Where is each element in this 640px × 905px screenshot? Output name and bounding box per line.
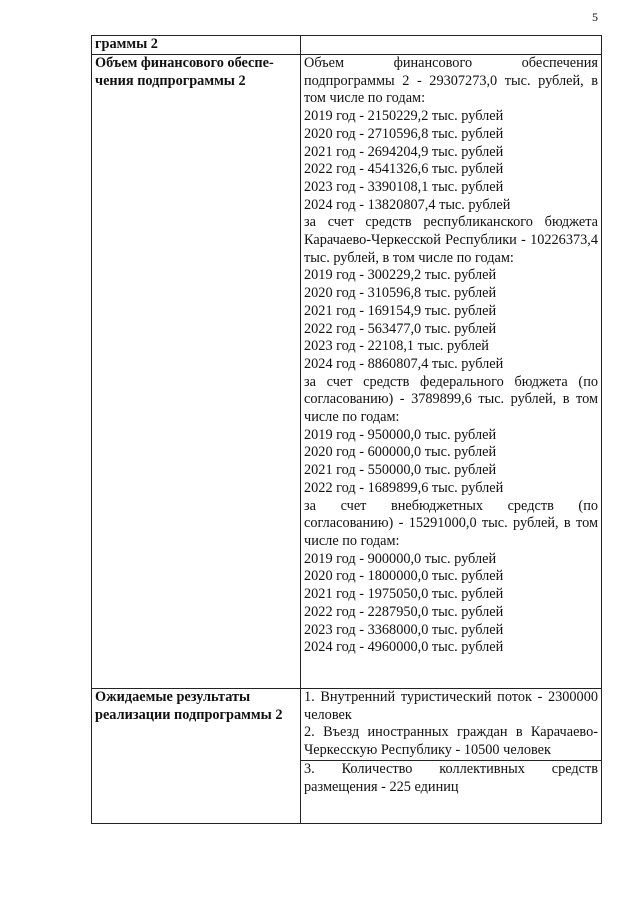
extrabudget-year-line: 2023 год - 3368000,0 тыс. рублей: [304, 621, 504, 638]
result-item-1: 1. Внутренний туристический поток - 2300000 человек: [304, 689, 598, 723]
total-by-year-list: [304, 108, 598, 214]
regional-year-line: 2020 год - 310596,8 тыс. рублей: [304, 285, 497, 302]
extrabudget-year-line: 2024 год - 4960000,0 тыс. рублей: [304, 639, 504, 656]
extrabudget-year-line: 2020 год - 1800000,0 тыс. рублей: [304, 568, 504, 585]
extrabudget-year-line: 2022 год - 2287950,0 тыс. рублей: [304, 603, 504, 620]
extrabudget-intro: за счет внебюджетных средств (по согласованию) - 15291000,0 тыс. рублей, в том числе по годам:: [304, 497, 598, 549]
total-year-line: 2019 год - 2150229,2 тыс. рублей: [304, 108, 504, 125]
total-year-line: 2024 год - 13820807,4 тыс. рублей: [304, 196, 511, 213]
financing-intro: Объем финансового обеспечения подпрограммы 2 - 29307273,0 тыс. рублей, в том числе по годам:: [304, 55, 598, 107]
total-year-line: 2022 год - 4541326,6 тыс. рублей: [304, 161, 504, 178]
regional-year-line: 2023 год - 22108,1 тыс. рублей: [304, 338, 489, 355]
table-row-results: [92, 689, 602, 761]
results-label-line2: реализации подпрограммы 2: [95, 706, 283, 723]
page-number: 5: [592, 10, 598, 24]
table-row-financing: [92, 55, 602, 689]
extrabudget-year-line: 2021 год - 1975050,0 тыс. рублей: [304, 586, 504, 603]
results-item3-cell: [301, 760, 602, 823]
federal-year-line: 2019 год - 950000,0 тыс. рублей: [304, 426, 497, 443]
total-year-line: 2023 год - 3390108,1 тыс. рублей: [304, 178, 504, 195]
regional-by-year-list: [304, 267, 598, 373]
cell-continued-value: [301, 36, 602, 55]
financing-value-cell: [301, 55, 602, 689]
federal-intro: за счет средств федерального бюджета (по согласованию) - 3789899,6 тыс. рублей, в том числе по годам:: [304, 373, 598, 426]
regional-intro: за счет средств республиканского бюджета Карачаево-Черкесской Республики - 10226373,4 тыс. рублей, в том числе по годам:: [304, 214, 598, 266]
result-item-3: 3. Количество коллективных средств размещения - 225 единиц: [304, 760, 598, 795]
financing-label-line1: Объем финансового обеспе-: [95, 55, 274, 71]
financing-label-cell: [92, 55, 301, 689]
cell-continued-label: граммы 2: [92, 36, 301, 55]
financing-label-line2: чения подпрограммы 2: [95, 72, 246, 89]
regional-year-line: 2022 год - 563477,0 тыс. рублей: [304, 320, 497, 337]
results-label-cell: [92, 689, 301, 824]
federal-year-line: 2022 год - 1689899,6 тыс. рублей: [304, 479, 504, 496]
extrabudget-year-line: 2019 год - 900000,0 тыс. рублей: [304, 550, 497, 567]
table-row-header-continuation: [92, 36, 602, 55]
federal-by-year-list: [304, 427, 598, 498]
federal-year-line: 2020 год - 600000,0 тыс. рублей: [304, 444, 497, 461]
regional-year-line: 2024 год - 8860807,4 тыс. рублей: [304, 355, 504, 372]
regional-year-line: 2021 год - 169154,9 тыс. рублей: [304, 302, 497, 319]
total-year-line: 2020 год - 2710596,8 тыс. рублей: [304, 125, 504, 142]
extrabudget-by-year-list: [304, 551, 598, 657]
passport-table: [91, 35, 602, 824]
results-items-cell: [301, 689, 602, 761]
federal-year-line: 2021 год - 550000,0 тыс. рублей: [304, 462, 497, 479]
regional-year-line: 2019 год - 300229,2 тыс. рублей: [304, 267, 497, 284]
result-item-2: 2. Въезд иностранных граждан в Карачаево-Черкесскую Республику - 10500 человек: [304, 724, 598, 759]
results-label-line1: Ожидаемые результаты: [95, 689, 251, 705]
total-year-line: 2021 год - 2694204,9 тыс. рублей: [304, 143, 504, 160]
